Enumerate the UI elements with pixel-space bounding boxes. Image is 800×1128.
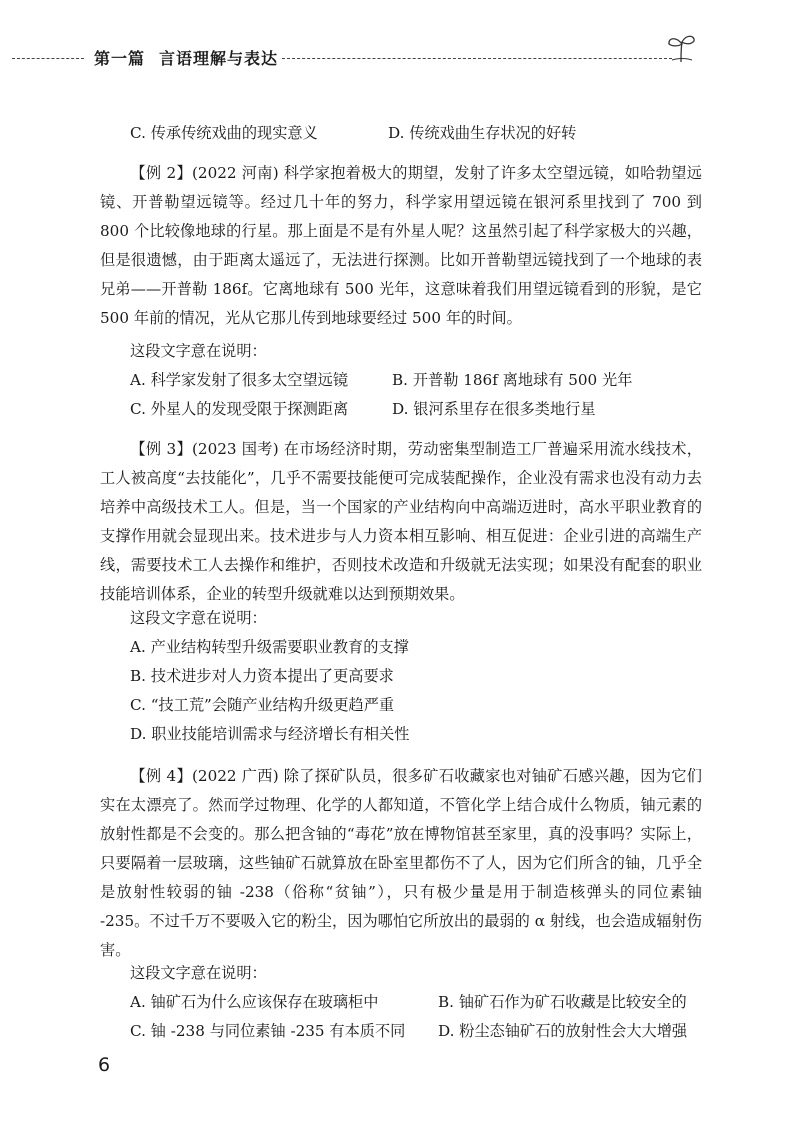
example-2-option-b: B. 开普勒 186f 离地球有 500 光年 xyxy=(392,371,633,389)
header-title: 言语理解与表达 xyxy=(159,49,279,68)
example-2-stem: 这段文字意在说明： xyxy=(130,342,267,360)
example-3-passage: 【例 3】(2023 国考) 在市场经济时期，劳动密集型制造工厂普遍采用流水线技术，工人被高度“去技能化”，几乎不需要技能便可完成装配操作，企业没有需求也没有动力去培养中高级技术工人。但是，当一个国家的产业结构向中高端迈进时，高水平职业教育的支撑作用就会显现出来。技术进步与人力资本相互影响、相互促进：企业引进的高端生产线，需要技术工人去操作和维护，否则技术改造和升级就无法实现；如果没有配套的职业技能培训体系，企业的转型升级就难以达到预期效果。 xyxy=(100,440,702,603)
example-3-option-c: C. “技工荒”会随产业结构升级更趋严重 xyxy=(130,696,395,714)
header-part: 第一篇 xyxy=(94,49,146,68)
sprout-icon xyxy=(664,32,698,64)
example-4-option-b: B. 铀矿石作为矿石收藏是比较安全的 xyxy=(438,993,687,1011)
example-2-passage: 【例 2】(2022 河南) 科学家抱着极大的期望，发射了许多太空望远镜，如哈勃望远镜、开普勒望远镜等。经过几十年的努力，科学家用望远镜在银河系里找到了 700 到 800 个比较像地球的行星。那上面是不是有外星人呢？这虽然引起了科学家极大的兴趣，但是很遗憾，由于距离太遥远了，无法进行探测。比如开普勒望远镜找到了一个地球的表兄弟——开普勒 186f。它离地球有 500 光年，这意味着我们用望远镜看到的形貌，是它 500 年前的情况，光从它那儿传到地球要经过 500 年的时间。 xyxy=(100,164,702,327)
example-4-option-a: A. 铀矿石为什么应该保存在玻璃柜中 xyxy=(130,993,379,1011)
example-2-option-d: D. 银河系里存在很多类地行星 xyxy=(392,400,596,418)
example-2-option-a: A. 科学家发射了很多太空望远镜 xyxy=(130,371,349,389)
example-2-option-c: C. 外星人的发现受限于探测距离 xyxy=(130,400,349,418)
q1-option-c: C. 传承传统戏曲的现实意义 xyxy=(130,124,318,142)
example-4-stem: 这段文字意在说明： xyxy=(130,964,267,982)
q1-option-d: D. 传统戏曲生存状况的好转 xyxy=(388,124,577,142)
example-3-option-b: B. 技术进步对人力资本提出了更高要求 xyxy=(130,667,394,685)
example-3-option-a: A. 产业结构转型升级需要职业教育的支撑 xyxy=(130,638,409,656)
example-4-option-c: C. 铀 -238 与同位素铀 -235 有本质不同 xyxy=(130,1022,406,1040)
example-4-option-d: D. 粉尘态铀矿石的放射性会大大增强 xyxy=(438,1022,688,1040)
example-3-stem: 这段文字意在说明： xyxy=(130,609,267,627)
header-title-group xyxy=(94,46,292,69)
example-4-passage: 【例 4】(2022 广西) 除了探矿队员，很多矿石收藏家也对铀矿石感兴趣，因为它们实在太漂亮了。然而学过物理、化学的人都知道，不管化学上结合成什么物质，铀元素的放射性都是不会变的。那么把含铀的“毒花”放在博物馆甚至家里，真的没事吗？实际上，只要隔着一层玻璃，这些铀矿石就算放在卧室里都伤不了人，因为它们所含的铀，几乎全是放射性较弱的铀 -238（俗称“贫铀”），只有极少量是用于制造核弹头的同位素铀 -235。不过千万不要吸入它的粉尘，因为哪怕它所放出的最弱的 α 射线，也会造成辐射伤害。 xyxy=(100,767,702,959)
header-rule-left xyxy=(12,58,84,60)
running-header xyxy=(0,30,800,70)
example-3-option-d: D. 职业技能培训需求与经济增长有相关性 xyxy=(130,725,410,743)
header-rule-right xyxy=(282,58,672,60)
page-number: 6 xyxy=(98,1054,111,1076)
